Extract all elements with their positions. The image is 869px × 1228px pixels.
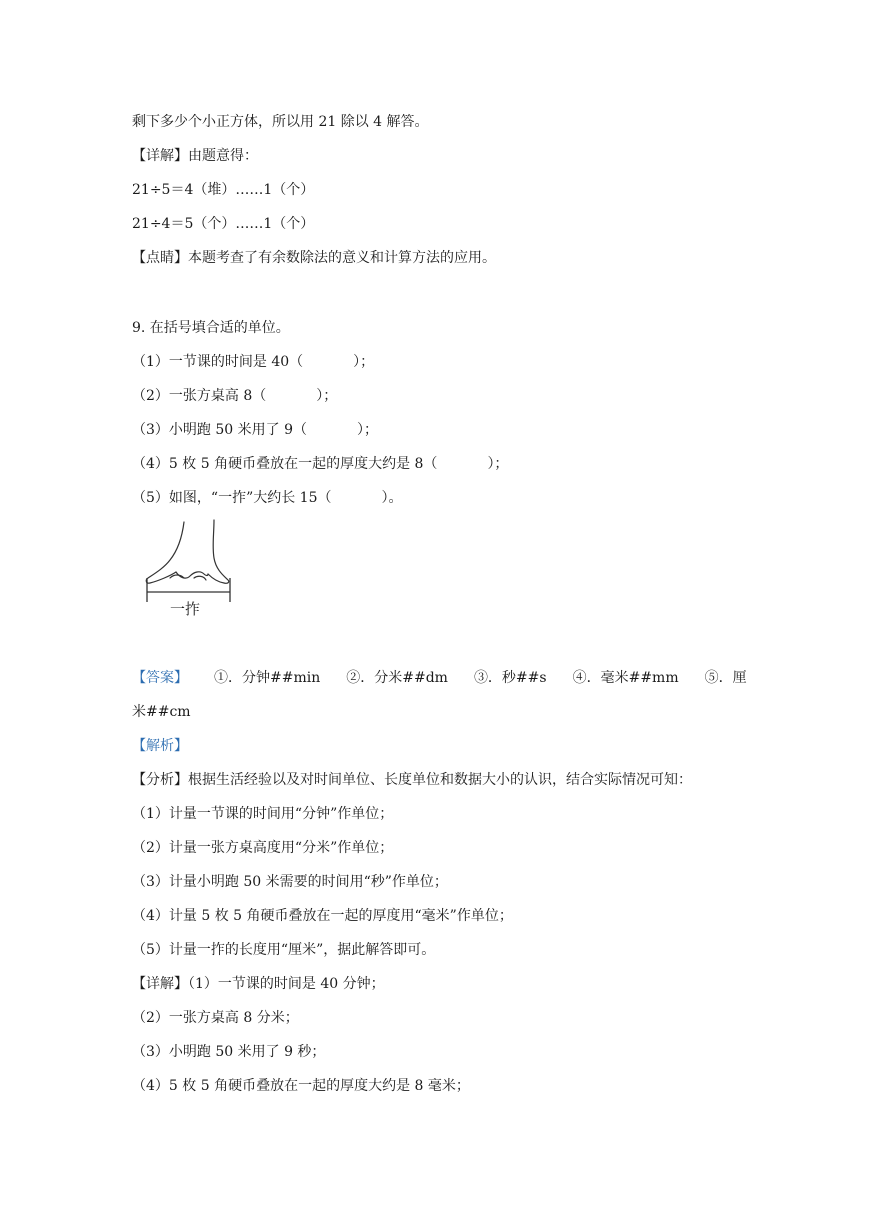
answer-item: ④．毫米##mm — [572, 670, 679, 686]
prev-line-text: 剩下多少个小正方体，所以用 21 除以 4 解答。 — [132, 114, 429, 130]
question-title-text: 9. 在括号填合适的单位。 — [132, 320, 290, 336]
analysis-tag: 【解析】 — [132, 738, 188, 754]
analysis-point — [132, 804, 393, 824]
hand-outline — [208, 520, 229, 583]
item-text: （1）一节课的时间是 40（ — [132, 354, 304, 370]
analysis-detail-text: （4）5 枚 5 角硬币叠放在一起的厚度大约是 8 毫米； — [132, 1078, 470, 1094]
finger-fold — [194, 576, 206, 580]
prev-calc-1 — [132, 180, 314, 200]
analysis-point — [132, 872, 448, 892]
thumb-outline — [146, 522, 184, 583]
item-text-end: ）。 — [381, 490, 403, 506]
question-item — [132, 352, 374, 372]
analysis-heading — [132, 736, 188, 756]
answer-line — [132, 668, 747, 688]
analysis-detail — [132, 1076, 470, 1096]
analysis-point — [132, 838, 393, 858]
analysis-point — [132, 940, 435, 960]
answer-item: ⑤．厘 — [704, 670, 747, 686]
detail-text: 由题意得： — [188, 148, 258, 164]
analysis-point — [132, 906, 513, 926]
answer-tag: 【答案】 — [132, 670, 188, 686]
question-item — [132, 454, 508, 474]
item-text-end: ）； — [487, 456, 509, 472]
question-item — [132, 420, 378, 440]
analysis-detail-text: （3）小明跑 50 米用了 9 秒； — [132, 1044, 326, 1060]
figure-label: 一拃 — [170, 600, 201, 618]
analysis-detail — [132, 1042, 325, 1062]
question-title — [132, 318, 290, 338]
prev-comment — [132, 248, 496, 268]
calc-text: 21÷4＝5（个）……1（个） — [132, 216, 315, 232]
analysis-detail — [132, 974, 385, 994]
comment-text: 本题考查了有余数除法的意义和计算方法的应用。 — [188, 250, 496, 266]
item-text-end: ）； — [316, 388, 338, 404]
analysis-point-text: （1）计量一节课的时间用“分钟”作单位； — [132, 806, 394, 822]
question-item — [132, 386, 337, 406]
item-text-end: ）； — [356, 422, 378, 438]
item-text-end: ）； — [353, 354, 375, 370]
analysis-point-text: （2）计量一张方桌高度用“分米”作单位； — [132, 840, 394, 856]
analysis-fenxi-tag: 【分析】 — [132, 772, 188, 788]
item-text: （3）小明跑 50 米用了 9（ — [132, 422, 307, 438]
answer-wrap-line — [132, 702, 191, 722]
analysis-detail-tag: 【详解】 — [132, 976, 188, 992]
prev-line — [132, 112, 429, 132]
calc-text: 21÷5＝4（堆）……1（个） — [132, 182, 315, 198]
comment-tag: 【点睛】 — [132, 250, 188, 266]
detail-tag: 【详解】 — [132, 148, 188, 164]
analysis-point-text: （3）计量小明跑 50 米需要的时间用“秒”作单位； — [132, 874, 448, 890]
answer-item: ①．分钟##min — [214, 670, 321, 686]
analysis-point-text: （4）计量 5 枚 5 角硬币叠放在一起的厚度用“毫米”作单位； — [132, 908, 513, 924]
answer-item: ②．分米##dm — [346, 670, 448, 686]
hand-span-figure — [140, 518, 240, 622]
item-text: （2）一张方桌高 8（ — [132, 388, 267, 404]
analysis-fenxi-text: 根据生活经验以及对时间单位、长度单位和数据大小的认识，结合实际情况可知： — [188, 772, 692, 788]
prev-detail — [132, 146, 258, 166]
analysis-detail-text: （1）一节课的时间是 40 分钟； — [188, 976, 385, 992]
analysis-detail — [132, 1008, 299, 1028]
answer-item: ③．秒##s — [473, 670, 547, 686]
answer-wrap-text: 米##cm — [132, 704, 191, 720]
analysis-point-text: （5）计量一拃的长度用“厘米”，据此解答即可。 — [132, 942, 436, 958]
item-text: （5）如图，“一拃”大约长 15（ — [132, 490, 332, 506]
analysis-detail-text: （2）一张方桌高 8 分米； — [132, 1010, 299, 1026]
question-item — [132, 488, 403, 508]
analysis-summary — [132, 770, 692, 790]
prev-calc-2 — [132, 214, 314, 234]
item-text: （4）5 枚 5 角硬币叠放在一起的厚度大约是 8（ — [132, 456, 438, 472]
